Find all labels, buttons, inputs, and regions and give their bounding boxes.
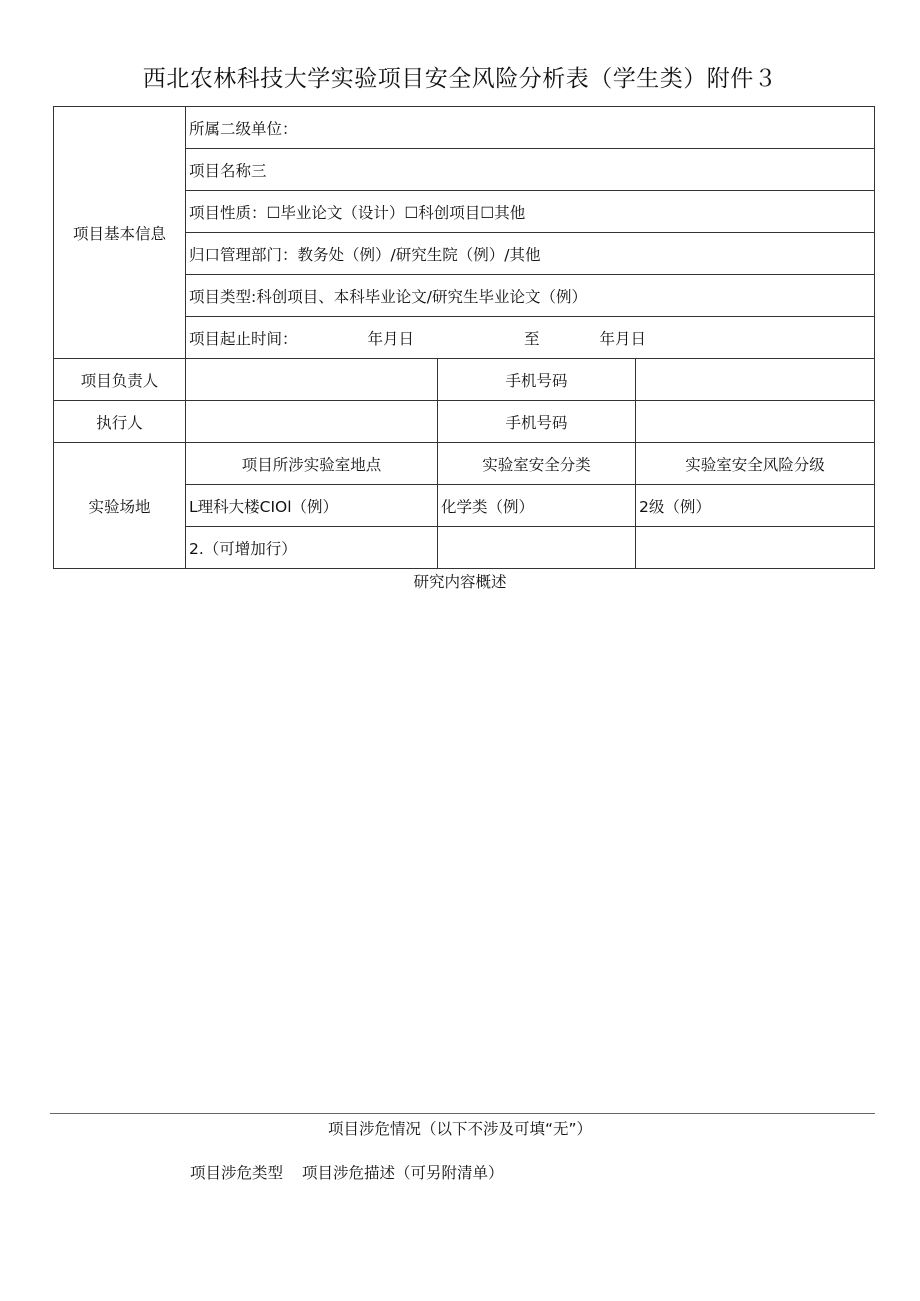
period-to: 至 — [524, 329, 540, 348]
lab-category-cell[interactable] — [438, 527, 636, 569]
hazard-columns — [190, 1161, 517, 1183]
executor-phone-value[interactable] — [636, 401, 875, 443]
basic-info-label: 项目基本信息 — [54, 107, 186, 359]
project-name-field[interactable]: 项目名称三 — [186, 149, 875, 191]
executor-label: 执行人 — [54, 401, 186, 443]
lab-location-cell[interactable]: 2.（可增加行） — [186, 527, 438, 569]
lab-risk-cell[interactable]: 2级（例） — [636, 485, 875, 527]
executor-phone-label: 手机号码 — [438, 401, 636, 443]
lab-risk-cell[interactable] — [636, 527, 875, 569]
lab-header-location: 项目所涉实验室地点 — [186, 443, 438, 485]
basic-info-unit-row — [54, 107, 875, 149]
lab-header-row — [54, 443, 875, 485]
leader-phone-label: 手机号码 — [438, 359, 636, 401]
hazard-desc-column: 项目涉危描述（可另附清单） — [301, 1164, 504, 1182]
leader-phone-value[interactable] — [636, 359, 875, 401]
divider — [50, 1113, 875, 1114]
lab-location-cell[interactable]: L理科大楼CIOl（例） — [186, 485, 438, 527]
executor-row — [54, 401, 875, 443]
lab-label: 实验场地 — [54, 443, 186, 569]
leader-label: 项目负责人 — [54, 359, 186, 401]
department-field[interactable]: 归口管理部门：教务处（例）/研究生院（例）/其他 — [186, 233, 875, 275]
leader-value[interactable] — [186, 359, 438, 401]
leader-row — [54, 359, 875, 401]
hazard-heading: 项目涉危情况（以下不涉及可填“无”） — [327, 1120, 593, 1138]
project-type-field[interactable]: 项目类型:科创项目、本科毕业论文/研究生毕业论文（例） — [186, 275, 875, 317]
hazard-type-column: 项目涉危类型 — [190, 1164, 284, 1182]
project-nature-field[interactable]: 项目性质：☐毕业论文（设计）☐科创项目☐其他 — [186, 191, 875, 233]
period-start: 年月日 — [367, 329, 415, 348]
executor-value[interactable] — [186, 401, 438, 443]
period-end: 年月日 — [599, 329, 647, 348]
page-title: 西北农林科技大学实验项目安全风险分析表（学生类）附件３ — [142, 66, 778, 92]
lab-header-risk-level: 实验室安全风险分级 — [636, 443, 875, 485]
unit-field[interactable]: 所属二级单位： — [186, 107, 875, 149]
period-label: 项目起止时间： — [189, 329, 298, 348]
research-summary-heading: 研究内容概述 — [413, 573, 507, 591]
lab-header-category: 实验室安全分类 — [438, 443, 636, 485]
risk-form-table — [53, 106, 875, 569]
period-field[interactable] — [186, 317, 875, 359]
lab-category-cell[interactable]: 化学类（例） — [438, 485, 636, 527]
